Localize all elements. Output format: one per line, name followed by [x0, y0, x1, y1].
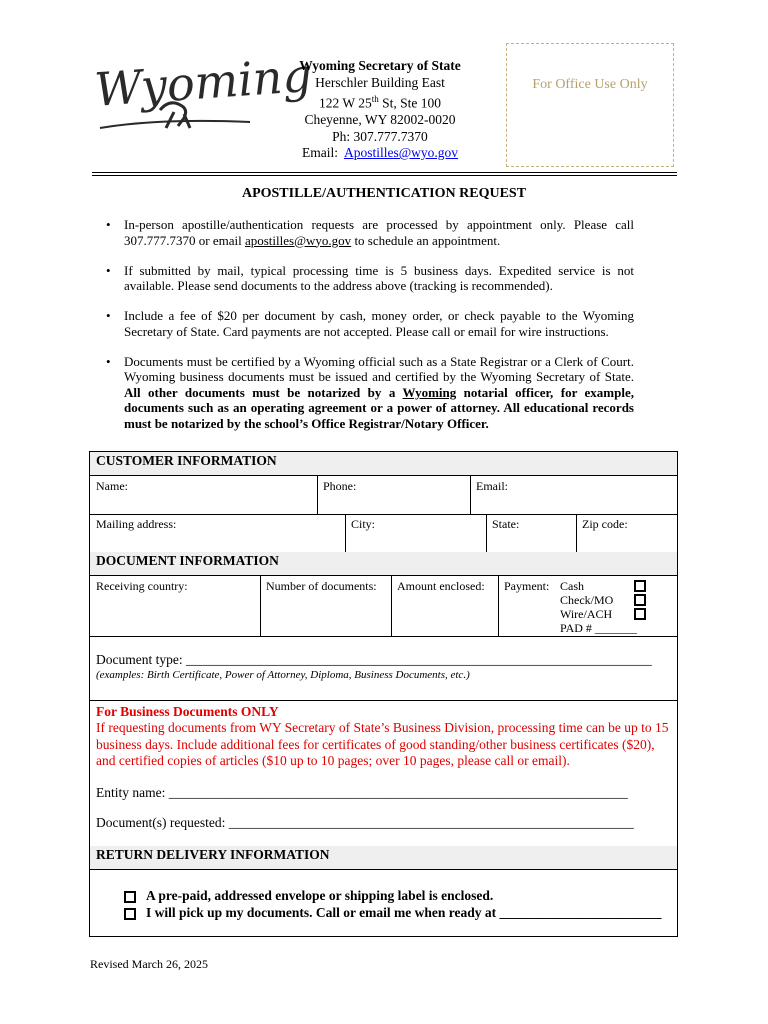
divider [92, 175, 677, 176]
entity-name-field[interactable]: Entity name: ____________________________________________________________________ [96, 784, 628, 800]
zip-code-field[interactable]: Zip code: [582, 517, 628, 531]
office-street: 122 W 25th St, Ste 100 [318, 94, 442, 111]
number-of-documents-field[interactable]: Number of documents: [266, 579, 377, 593]
document-type-examples: (examples: Birth Certificate, Power of Attorney, Diploma, Business Documents, etc.) [96, 669, 470, 681]
wire-ach-checkbox[interactable] [634, 608, 646, 620]
pay-wire-option[interactable]: Wire/ACH [560, 607, 646, 621]
office-address [280, 58, 480, 162]
business-header: For Business Documents ONLY [96, 704, 279, 719]
return-option-envelope[interactable]: A pre-paid, addressed envelope or shipping label is enclosed. [124, 887, 677, 904]
logo-text: Wyoming [92, 47, 314, 117]
document-type-field[interactable]: Document type: _____________________________________________________________________ [96, 652, 652, 667]
request-title: APOSTILLE/AUTHENTICATION REQUEST [241, 186, 527, 201]
payment-options [560, 579, 646, 635]
business-text: If requesting documents from WY Secretary of State’s Business Division, processing time can be up to 15 business days. Include additional fees for certificates of good standing/other business certificates ($20), and certified copies of articles ($10 up to 10 pages; over 10 pages, please call or email). [96, 720, 669, 768]
pay-check-option[interactable]: Check/MO [560, 593, 646, 607]
pay-cash-option[interactable]: Cash [560, 579, 646, 593]
return-option-pickup[interactable]: I will pick up my documents. Call or email me when ready at ________________________ [124, 904, 677, 921]
document-type-section [90, 636, 677, 700]
customer-info-header: CUSTOMER INFORMATION [90, 452, 677, 476]
revision-date: Revised March 26, 2025 [90, 957, 208, 971]
instruction-item: • In-person apostille/authentication requests are processed by appointment only. Please call 307.777.7370 or email apostilles@wyo.gov to schedule an appointment. [102, 217, 634, 248]
instruction-item: • Documents must be certified by a Wyoming official such as a State Registrar or a Clerk of Court. Wyoming business documents must be issued and certified by the Wyoming Secretary of State. All other documents must be notarized by a Wyoming notarial officer, for example, documents such as an operating agreement or a power of attorney. All educational records must be notarized by the school’s Office Registrar/Notary Officer. [102, 354, 634, 432]
request-form [89, 451, 678, 937]
envelope-checkbox[interactable] [124, 891, 136, 903]
office-title: Wyoming Secretary of State [299, 58, 461, 73]
city-field[interactable]: City: [351, 517, 376, 531]
instruction-item: • Include a fee of $20 per document by cash, money order, or check payable to the Wyoming Secretary of State. Card payments are not accepted. Please call or email for wire instructions. [102, 308, 634, 339]
email-field[interactable]: Email: [476, 479, 508, 493]
office-phone: Ph: 307.777.7370 [332, 128, 428, 144]
amount-enclosed-field[interactable]: Amount enclosed: [397, 579, 485, 593]
receiving-country-field[interactable]: Receiving country: [96, 579, 188, 593]
wyoming-logo [90, 40, 314, 140]
documents-requested-field[interactable]: Document(s) requested: ____________________________________________________________ [96, 814, 634, 830]
email-link[interactable]: Apostilles@wyo.gov [343, 145, 459, 160]
email-link-inline[interactable]: apostilles@wyo.gov [244, 232, 352, 248]
payment-label: Payment: [504, 579, 550, 593]
office-building: Herschler Building East [315, 74, 445, 90]
cash-checkbox[interactable] [634, 580, 646, 592]
instructions-list [102, 217, 634, 446]
return-options [118, 884, 677, 921]
pad-number-field[interactable]: PAD # _______ [560, 621, 637, 635]
office-city: Cheyenne, WY 82002-0020 [304, 112, 456, 127]
mailing-address-field[interactable]: Mailing address: [96, 517, 177, 531]
return-delivery-header: RETURN DELIVERY INFORMATION [90, 846, 677, 870]
name-field[interactable]: Name: [96, 479, 128, 493]
pickup-checkbox[interactable] [124, 908, 136, 920]
office-email: Email: Apostilles@wyo.gov [301, 145, 459, 160]
divider [92, 172, 677, 173]
instruction-item: • If submitted by mail, typical processing time is 5 business days. Expedited service is not available. Please send documents to the address above (tracking is recommended). [102, 263, 634, 294]
check-mo-checkbox[interactable] [634, 594, 646, 606]
payment-field [498, 576, 677, 636]
phone-field[interactable]: Phone: [323, 479, 357, 493]
office-use-box: For Office Use Only [506, 43, 674, 167]
business-documents-section [90, 700, 677, 846]
state-field[interactable]: State: [492, 517, 520, 531]
document-info-header: DOCUMENT INFORMATION [90, 552, 677, 576]
